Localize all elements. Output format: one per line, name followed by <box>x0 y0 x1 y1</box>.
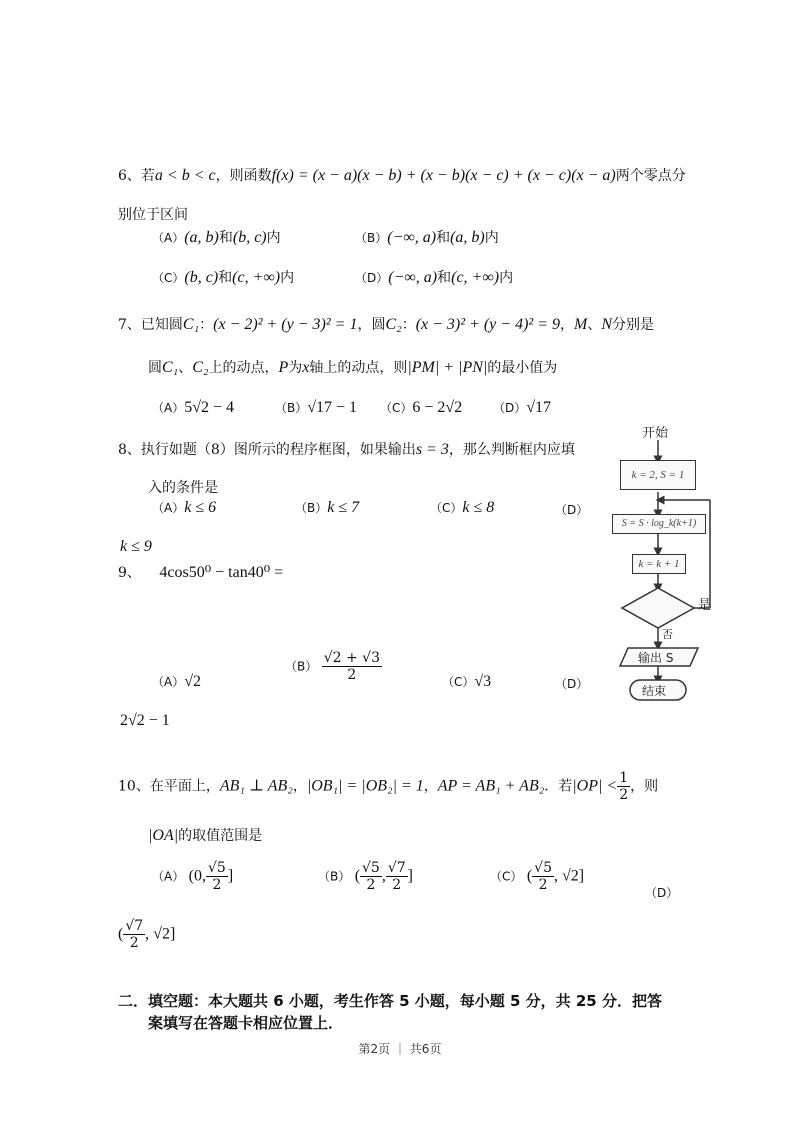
q6-number: 6、 <box>118 168 141 184</box>
option-label: （A） <box>152 869 185 884</box>
q10-text: ．若 <box>544 778 573 795</box>
q7-option-a <box>152 398 234 418</box>
q8-line1 <box>118 440 575 460</box>
q6-option-a <box>152 228 281 248</box>
q7-text: 分别是 <box>611 317 654 333</box>
q7-axis-x: x <box>302 359 310 376</box>
decision-diamond <box>622 588 694 628</box>
q6-condition: a < b < c <box>154 167 216 184</box>
q7-circle-2: C₂ <box>385 316 402 333</box>
option-math: 5√2 − 4 <box>184 399 235 416</box>
q7-text: 、 <box>587 317 602 333</box>
q10-number: 10、 <box>118 778 150 795</box>
option-math: k ≤ 9 <box>120 538 152 555</box>
option-math: (a, b) <box>450 229 485 246</box>
q8-option-c <box>430 498 494 518</box>
q9-number: 9、 <box>118 565 141 581</box>
option-math: √2 <box>184 673 201 690</box>
flowchart-increment: k = k + 1 <box>632 554 686 574</box>
q10-text: ，则 <box>630 778 659 795</box>
option-label: （A） <box>152 675 185 689</box>
option-label: （A） <box>152 231 185 245</box>
q7-circle-1: C₁ <box>182 316 200 333</box>
option-math: √17 <box>526 399 552 416</box>
option-math: ( <box>118 925 124 943</box>
q9-expression: 4cos50⁰ − tan40⁰ = <box>159 564 284 581</box>
q7-point-p: P <box>278 359 289 376</box>
q7-text: ， <box>559 317 574 333</box>
option-tail: 内 <box>280 270 295 286</box>
q7-text: 圆 <box>148 360 162 376</box>
q6-option-b <box>355 228 499 248</box>
option-label: （C） <box>490 869 523 884</box>
option-math: (a, b) <box>184 229 219 246</box>
section-heading-line1: 二．填空题：本大题共 6 小题，考生作答 5 小题，每小题 5 分，共 25 分．把答 <box>118 992 662 1010</box>
option-math: 6 − 2√2 <box>412 399 463 416</box>
option-label: （D） <box>555 677 589 691</box>
option-fraction <box>532 860 554 893</box>
option-math: k ≤ 7 <box>327 499 360 516</box>
q10-option-d <box>645 883 678 903</box>
q6-option-c <box>152 268 294 288</box>
q10-option-d-value <box>118 918 175 951</box>
q8-option-d-value <box>120 537 152 557</box>
q8-output: s = 3 <box>415 441 449 458</box>
q10-line2 <box>148 826 262 846</box>
option-fraction <box>322 650 382 683</box>
option-math: ] <box>407 867 413 885</box>
option-math: (c, +∞) <box>232 269 281 286</box>
q10-option-c <box>490 860 584 893</box>
fraction-numerator: √5 <box>362 860 380 876</box>
q6-mid: ，则函数 <box>215 168 272 184</box>
fraction-denominator: 2 <box>392 877 402 893</box>
section-heading-line2: 案填写在答题卡相应位置上． <box>148 1014 344 1032</box>
q7-text: ： <box>401 317 416 333</box>
flowchart <box>598 418 718 708</box>
q10-condition-3: AP = AB₁ + AB₂ <box>437 777 545 795</box>
option-label: （D） <box>555 503 589 517</box>
q8-option-a <box>152 498 216 518</box>
fraction-numerator: 1 <box>619 770 629 786</box>
option-label: （B） <box>295 501 328 515</box>
q8-text: 入的条件是 <box>148 480 218 496</box>
option-label: （B） <box>275 401 308 415</box>
q8-option-b <box>295 498 359 518</box>
q6-line2-text: 别位于区间 <box>118 207 188 223</box>
q10-expression: |OA| <box>148 827 179 844</box>
q9-line1 <box>118 563 283 583</box>
option-math: , √2] <box>145 925 176 943</box>
option-tail: 内 <box>484 230 499 246</box>
fraction-denominator: 2 <box>129 935 139 951</box>
option-math: (b, c) <box>184 269 219 286</box>
q7-equation-1: (x − 2)² + (y − 3)² = 1 <box>213 316 358 333</box>
option-math: (c, +∞) <box>451 269 500 286</box>
option-label: （A） <box>152 401 185 415</box>
q6-option-d <box>355 268 513 288</box>
q10-text: 在平面上， <box>149 778 220 795</box>
q9-option-c <box>442 672 491 692</box>
flowchart-yes: 是 <box>698 598 712 613</box>
q8-text: 执行如题（8）图所示的程序框图，如果输出 <box>140 442 416 458</box>
option-label: （D） <box>645 886 679 900</box>
q10-condition-1: AB₁ ⊥ AB₂ <box>219 777 293 795</box>
q10-condition-4: |OP| < <box>572 777 618 795</box>
q7-option-c <box>380 398 462 418</box>
option-math: √3 <box>474 673 492 690</box>
fraction-numerator: √7 <box>387 860 406 876</box>
q6-function: f(x) = (x − a)(x − b) + (x − b)(x − c) + (x − c)(x − a) <box>271 167 616 184</box>
option-math: √17 − 1 <box>307 399 358 416</box>
q8-line2 <box>148 478 218 498</box>
q9-option-a <box>152 672 201 692</box>
q6-line1 <box>118 166 686 186</box>
option-label: （C） <box>442 675 475 689</box>
option-label: （C） <box>380 401 413 415</box>
option-fraction <box>206 860 228 893</box>
q6-prefix: 若 <box>140 168 155 184</box>
fraction-denominator: 2 <box>619 787 629 803</box>
option-math: , √2] <box>554 867 585 885</box>
q7-option-d <box>493 398 551 418</box>
option-math: ( <box>526 867 533 885</box>
option-math: k ≤ 8 <box>462 499 495 516</box>
option-fraction <box>123 918 145 951</box>
option-math: (0, <box>188 867 206 885</box>
q7-text: 已知圆 <box>140 317 183 333</box>
q7-expression: |PM| + |PN| <box>407 359 488 376</box>
option-math: (−∞, a) <box>388 269 438 286</box>
q10-option-a <box>152 860 233 893</box>
fraction-denominator: 2 <box>347 667 357 683</box>
option-math: ( <box>354 867 361 885</box>
option-label: （C） <box>430 501 463 515</box>
q7-number: 7、 <box>118 317 141 333</box>
option-and: 和 <box>218 230 233 246</box>
option-label: （D） <box>355 271 389 285</box>
option-tail: 内 <box>499 270 514 286</box>
q7-line2 <box>148 358 557 378</box>
q7-text: 、 <box>178 360 193 376</box>
option-label: （B） <box>285 659 318 674</box>
q6-suffix: 两个零点分 <box>615 168 686 184</box>
option-label: （A） <box>152 501 185 515</box>
half-fraction <box>617 770 630 803</box>
q10-text: ， <box>292 778 307 795</box>
q10-line1 <box>118 770 658 803</box>
q7-text: 为 <box>288 360 303 376</box>
q7-point-n: N <box>601 316 612 333</box>
fraction-denominator: 2 <box>212 877 222 893</box>
q10-text: 的取值范围是 <box>178 828 263 844</box>
q7-text: ： <box>199 317 214 333</box>
option-fraction <box>386 860 408 893</box>
q8-text: ，那么判断框内应填 <box>448 442 575 458</box>
option-math: 2√2 − 1 <box>120 712 170 729</box>
flowchart-process: S = S · log_k(k+1) <box>612 514 706 534</box>
flowchart-start: 开始 <box>642 426 669 441</box>
page-footer: 第2页 ｜ 共6页 <box>358 1042 442 1056</box>
option-and: 和 <box>436 230 451 246</box>
q7-option-b <box>275 398 357 418</box>
fraction-numerator: √5 <box>208 860 226 876</box>
flowchart-init: k = 2, S = 1 <box>620 460 696 490</box>
option-label: （B） <box>355 231 388 245</box>
flowchart-end: 结束 <box>642 684 667 698</box>
q10-text: ， <box>423 778 438 795</box>
flowchart-no: 否 <box>662 628 673 641</box>
option-math: , <box>381 867 386 885</box>
q7-point-m: M <box>573 316 588 333</box>
option-math: (b, c) <box>232 229 267 246</box>
option-label: （B） <box>318 869 351 884</box>
fraction-denominator: 2 <box>538 877 548 893</box>
q10-condition-2: |OB₁| = |OB₂| = 1 <box>306 777 424 795</box>
option-and: 和 <box>218 270 233 286</box>
q8-number: 8、 <box>118 442 141 458</box>
fraction-numerator: √2 + √3 <box>323 650 380 666</box>
option-math: ] <box>227 867 234 885</box>
q8-option-d <box>555 500 588 520</box>
option-tail: 内 <box>266 230 281 246</box>
q7-text: 的最小值为 <box>487 360 558 376</box>
q7-line1 <box>118 315 654 335</box>
q7-text: 轴上的动点，则 <box>309 360 408 376</box>
fraction-denominator: 2 <box>366 877 376 893</box>
q9-option-d-value <box>120 711 170 731</box>
section-heading <box>118 990 662 1034</box>
q7-circle-2: C₂ <box>192 359 209 376</box>
option-fraction <box>360 860 382 893</box>
option-math: (−∞, a) <box>387 229 437 246</box>
fraction-numerator: √7 <box>125 918 144 934</box>
q6-line2 <box>118 205 188 225</box>
option-and: 和 <box>437 270 452 286</box>
flowchart-output: 输出 S <box>638 651 674 665</box>
q7-text: ，圆 <box>357 317 386 333</box>
option-label: （C） <box>152 271 185 285</box>
q10-option-b <box>318 860 413 893</box>
q7-text: 上的动点， <box>208 360 279 376</box>
fraction-numerator: √5 <box>534 860 552 876</box>
q9-option-d <box>555 674 588 694</box>
q7-circle-1: C₁ <box>162 359 179 376</box>
option-math: k ≤ 6 <box>184 499 217 516</box>
q7-equation-2: (x − 3)² + (y − 4)² = 9 <box>415 316 560 333</box>
option-label: （D） <box>493 401 527 415</box>
q9-option-b <box>285 650 382 683</box>
